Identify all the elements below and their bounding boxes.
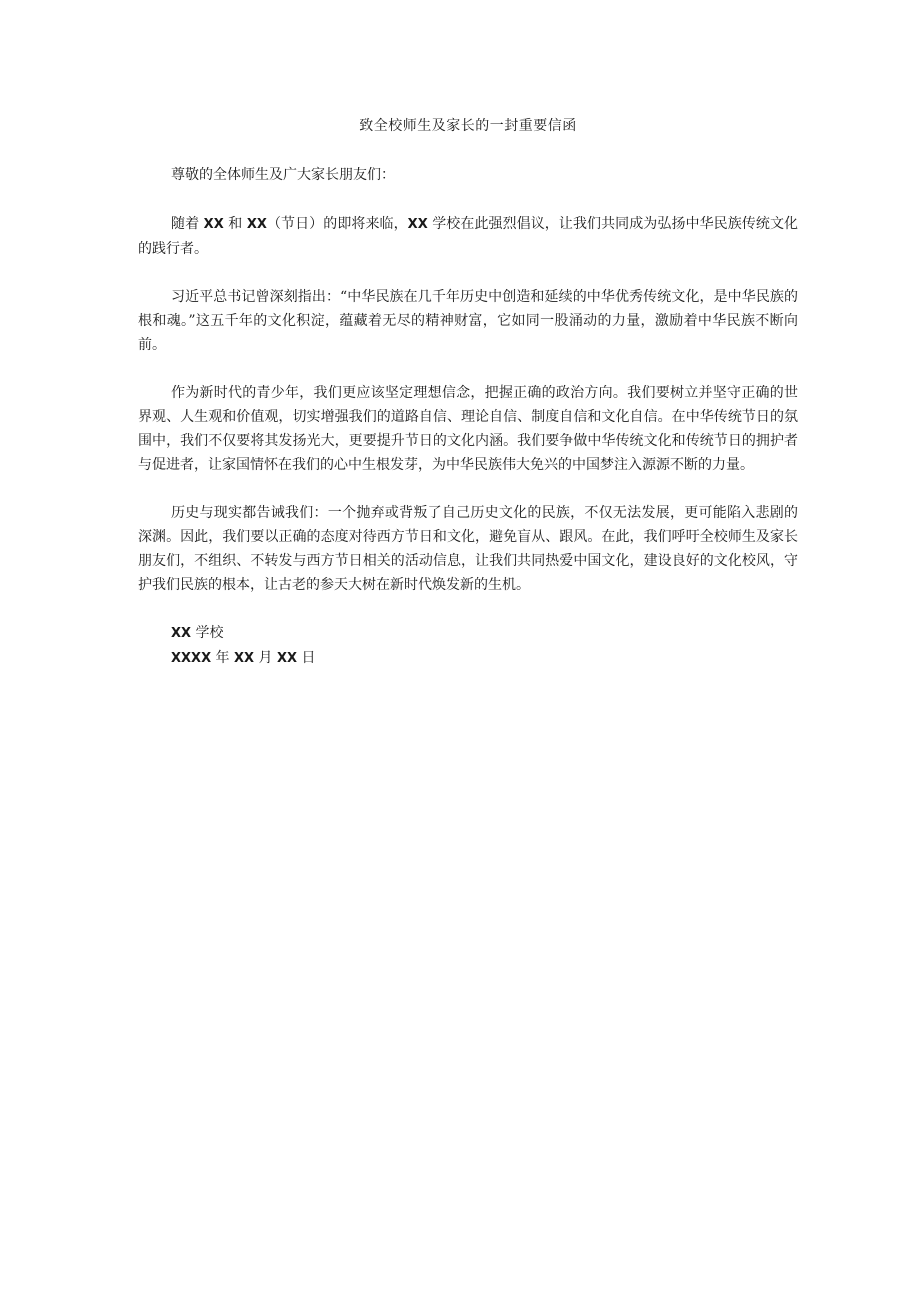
paragraph-3: 作为新时代的青少年，我们更应该坚定理想信念，把握正确的政治方向。我们要树立并坚守正确的世界观、人生观和价值观，切实增强我们的道路自信、理论自信、制度自信和文化自信。在中华传统节日的氛围中，我们不仅要将其发扬光大，更要提升节日的文化内涵。我们要争做中华传统文化和传统节日的拥护者与促进者，让家国情怀在我们的心中生根发芽，为中华民族伟大免兴的中国梦注入源源不断的力量。 — [138, 385, 798, 473]
school-placeholder: XX — [407, 217, 428, 232]
p1-text-g: 学校在此强烈倡议，让我们共同成为弘扬中华民族传统文化的践行者。 — [138, 216, 799, 257]
salutation: 尊敬的全体师生及广大家长朋友们： — [171, 167, 395, 183]
letter-title: 致全校师生及家长的一封重要信函 — [359, 118, 577, 134]
signature-school-suffix: 学校 — [191, 625, 224, 641]
festival-placeholder-2: XX — [246, 217, 267, 232]
signature-block — [138, 621, 798, 671]
letter-page — [138, 116, 798, 671]
p1-text-e: （节日）的即将来临， — [266, 216, 408, 232]
date-year-unit: 年 — [211, 650, 234, 666]
p1-text-c: 和 — [223, 216, 247, 232]
signature-date — [171, 646, 798, 671]
paragraph-1 — [138, 212, 798, 261]
date-month-unit: 月 — [254, 650, 277, 666]
festival-placeholder-1: XX — [203, 217, 224, 232]
date-day-unit: 日 — [297, 650, 316, 666]
signature-school — [171, 621, 798, 646]
date-month: XX — [234, 651, 255, 666]
date-year: XXXX — [171, 651, 212, 666]
paragraph-4: 历史与现实都告诫我们：一个抛弃或背叛了自己历史文化的民族，不仅无法发展，更可能陷入悲剧的深渊。因此，我们要以正确的态度对待西方节日和文化，避免盲从、跟风。在此，我们呼吁全校师生及家长朋友们，不组织、不转发与西方节日相关的活动信息，让我们共同热爱中国文化，建设良好的文化校风，守护我们民族的根本，让古老的参天大树在新时代焕发新的生机。 — [138, 505, 798, 593]
paragraph-2: 习近平总书记曾深刻指出：“中华民族在几千年历史中创造和延续的中华优秀传统文化，是中华民族的根和魂。”这五千年的文化积淀，蕴藏着无尽的精神财富，它如同一股涌动的力量，激励着中华民族不断向前。 — [138, 289, 798, 353]
p1-text-a: 随着 — [171, 216, 204, 232]
date-day: XX — [276, 651, 297, 666]
signature-school-code: XX — [171, 626, 192, 641]
